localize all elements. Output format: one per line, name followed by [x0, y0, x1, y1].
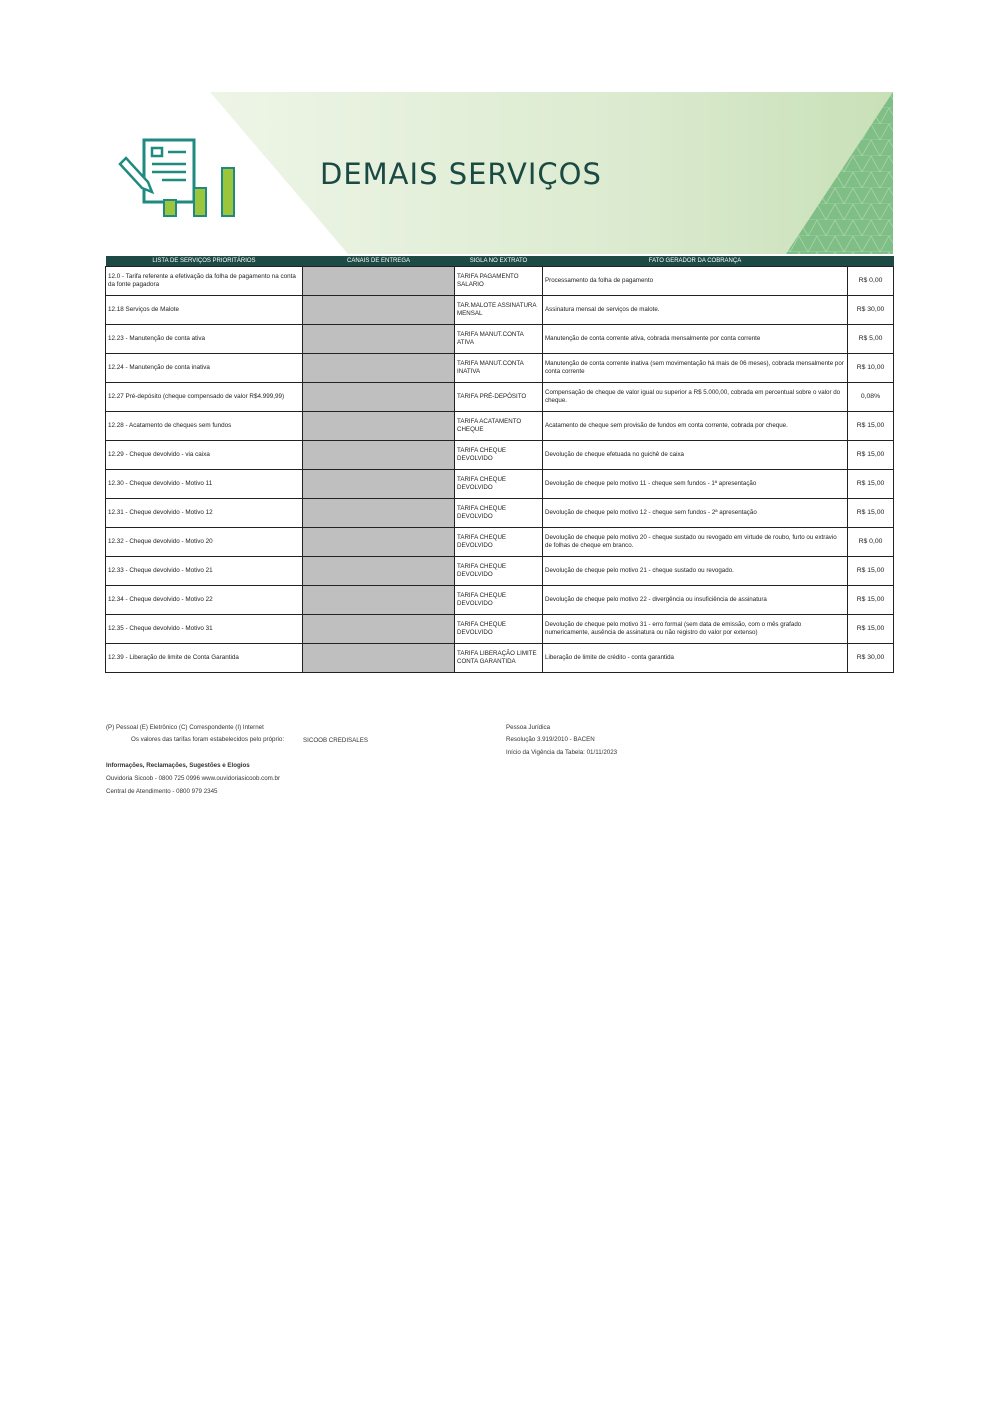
statement-code-cell: TARIFA PRÉ-DEPÓSITO — [455, 383, 543, 412]
charge-trigger-cell: Manutenção de conta corrente ativa, cobrada mensalmente por conta corrente — [543, 325, 848, 354]
tariff-value-cell: R$ 15,00 — [848, 470, 894, 499]
table-row — [106, 325, 894, 354]
service-name-cell: 12.28 - Acatamento de cheques sem fundos — [106, 412, 303, 441]
delivery-channel-cell — [303, 383, 455, 412]
service-name-cell: 12.31 - Cheque devolvido - Motivo 12 — [106, 499, 303, 528]
service-name-cell: 12.24 - Manutenção de conta inativa — [106, 354, 303, 383]
statement-code-cell: TARIFA CHEQUE DEVOLVIDO — [455, 528, 543, 557]
charge-trigger-cell: Devolução de cheque pelo motivo 12 - cheque sem fundos - 2ª apresentação — [543, 499, 848, 528]
resolution-reference: Resolução 3.919/2010 - BACEN — [506, 736, 595, 743]
table-row — [106, 296, 894, 325]
charge-trigger-cell: Devolução de cheque pelo motivo 31 - erro formal (sem data de emissão, com o mês grafado numericamente, ausência de assinatura ou não registro do valor por extenso) — [543, 615, 848, 644]
delivery-channel-cell — [303, 267, 455, 296]
charge-trigger-cell: Acatamento de cheque sem provisão de fundos em conta corrente, cobrada por cheque. — [543, 412, 848, 441]
statement-code-cell: TARIFA PAGAMENTO SALARIO — [455, 267, 543, 296]
service-name-cell: 12.30 - Cheque devolvido - Motivo 11 — [106, 470, 303, 499]
table-row — [106, 354, 894, 383]
delivery-channel-cell — [303, 615, 455, 644]
table-header-row — [106, 256, 894, 267]
contact-heading-text: Informações, Reclamações, Sugestões e Elogios — [106, 762, 250, 769]
tariff-value-cell: 0,08% — [848, 383, 894, 412]
document-chart-icon — [118, 130, 248, 220]
delivery-channel-cell — [303, 528, 455, 557]
charge-trigger-cell: Liberação de limite de crédito - conta garantida — [543, 644, 848, 673]
service-name-cell: 12.34 - Cheque devolvido - Motivo 22 — [106, 586, 303, 615]
service-name-cell: 12.32 - Cheque devolvido - Motivo 20 — [106, 528, 303, 557]
service-name-cell: 12.33 - Cheque devolvido - Motivo 21 — [106, 557, 303, 586]
service-name-cell: 12.27 Pré-depósito (cheque compensado de valor R$4.999,99) — [106, 383, 303, 412]
delivery-channel-cell — [303, 325, 455, 354]
ombudsman-contact: Ouvidoria Sicoob - 0800 725 0996 www.ouvidoriasicoob.com.br — [106, 775, 281, 782]
table-row — [106, 557, 894, 586]
table-row — [106, 499, 894, 528]
service-name-cell: 12.0 - Tarifa referente a efetivação da folha de pagamento na conta da fonte pagadora — [106, 267, 303, 296]
tariff-value-cell: R$ 15,00 — [848, 586, 894, 615]
column-header-fato: FATO GERADOR DA COBRANÇA — [543, 256, 848, 267]
table-row — [106, 644, 894, 673]
delivery-channel-cell — [303, 586, 455, 615]
statement-code-cell: TARIFA CHEQUE DEVOLVIDO — [455, 441, 543, 470]
tariff-value-cell: R$ 15,00 — [848, 441, 894, 470]
statement-code-cell: TARIFA CHEQUE DEVOLVIDO — [455, 557, 543, 586]
charge-trigger-cell: Devolução de cheque pelo motivo 21 - cheque sustado ou revogado. — [543, 557, 848, 586]
tariff-value-cell: R$ 15,00 — [848, 412, 894, 441]
tariff-value-cell: R$ 30,00 — [848, 644, 894, 673]
statement-code-cell: TARIFA CHEQUE DEVOLVIDO — [455, 499, 543, 528]
delivery-channel-cell — [303, 296, 455, 325]
table-row — [106, 615, 894, 644]
tariff-value-cell: R$ 10,00 — [848, 354, 894, 383]
charge-trigger-cell: Devolução de cheque pelo motivo 11 - cheque sem fundos - 1ª apresentação — [543, 470, 848, 499]
statement-code-cell: TARIFA CHEQUE DEVOLVIDO — [455, 470, 543, 499]
tariff-value-cell: R$ 15,00 — [848, 557, 894, 586]
tariff-value-cell: R$ 0,00 — [848, 267, 894, 296]
table-row — [106, 528, 894, 557]
service-name-cell: 12.23 - Manutenção de conta ativa — [106, 325, 303, 354]
charge-trigger-cell: Manutenção de conta corrente inativa (sem movimentação há mais de 06 meses), cobrada mensalmente por conta corrente — [543, 354, 848, 383]
statement-code-cell: TARIFA CHEQUE DEVOLVIDO — [455, 586, 543, 615]
statement-code-cell: TARIFA CHEQUE DEVOLVIDO — [455, 615, 543, 644]
column-header-canais: CANAIS DE ENTREGA — [303, 256, 455, 267]
tariff-value-cell: R$ 15,00 — [848, 499, 894, 528]
column-header-valor — [848, 256, 894, 267]
charge-trigger-cell: Processamento da folha de pagamento — [543, 267, 848, 296]
tariff-table — [105, 256, 894, 673]
statement-code-cell: TARIFA MANUT.CONTA INATIVA — [455, 354, 543, 383]
cooperative-name: SICOOB CREDISALES — [303, 737, 368, 744]
delivery-channel-cell — [303, 470, 455, 499]
statement-code-cell: TAR.MALOTE ASSINATURA MENSAL — [455, 296, 543, 325]
channel-legend: (P) Pessoal (E) Eletrônico (C) Correspondente (I) Internet — [106, 724, 264, 731]
statement-code-cell: TARIFA MANUT.CONTA ATIVA — [455, 325, 543, 354]
tariff-value-cell: R$ 0,00 — [848, 528, 894, 557]
statement-code-cell: TARIFA ACATAMENTO CHEQUE — [455, 412, 543, 441]
tariff-value-cell: R$ 30,00 — [848, 296, 894, 325]
table-row — [106, 470, 894, 499]
validity-date: Início da Vigência da Tabela: 01/11/2023 — [506, 749, 618, 756]
tariff-value-cell: R$ 5,00 — [848, 325, 894, 354]
charge-trigger-cell: Assinatura mensal de serviços de malote. — [543, 296, 848, 325]
statement-code-cell: TARIFA LIBERAÇÃO LIMITE CONTA GARANTIDA — [455, 644, 543, 673]
charge-trigger-cell: Compensação de cheque de valor igual ou superior a R$ 5.000,00, cobrada em percentual sobre o valor do cheque. — [543, 383, 848, 412]
table-row — [106, 383, 894, 412]
table-row — [106, 586, 894, 615]
column-header-lista: LISTA DE SERVIÇOS PRIORITÁRIOS — [106, 256, 303, 267]
delivery-channel-cell — [303, 644, 455, 673]
delivery-channel-cell — [303, 557, 455, 586]
service-name-cell: 12.18 Serviços de Malote — [106, 296, 303, 325]
tariff-value-cell: R$ 15,00 — [848, 615, 894, 644]
service-name-cell: 12.39 - Liberação de limite de Conta Garantida — [106, 644, 303, 673]
customer-type: Pessoa Jurídica — [506, 724, 551, 731]
delivery-channel-cell — [303, 412, 455, 441]
charge-trigger-cell: Devolução de cheque pelo motivo 22 - divergência ou insuficiência de assinatura — [543, 586, 848, 615]
delivery-channel-cell — [303, 441, 455, 470]
delivery-channel-cell — [303, 499, 455, 528]
charge-trigger-cell: Devolução de cheque pelo motivo 20 - cheque sustado ou revogado em virtude de roubo, furto ou extravio de folhas de cheque em branco. — [543, 528, 848, 557]
service-name-cell: 12.35 - Cheque devolvido - Motivo 31 — [106, 615, 303, 644]
page-title: DEMAIS SERVIÇOS — [320, 157, 602, 191]
table-row — [106, 267, 894, 296]
table-row — [106, 441, 894, 470]
column-header-sigla: SIGLA NO EXTRATO — [455, 256, 543, 267]
service-name-cell: 12.29 - Cheque devolvido - via caixa — [106, 441, 303, 470]
contact-heading — [106, 762, 250, 769]
service-center-contact: Central de Atendimento - 0800 979 2345 — [106, 788, 218, 795]
delivery-channel-cell — [303, 354, 455, 383]
tariff-origin-note: Os valores das tarifas foram estabelecidos pelo próprio: — [131, 736, 285, 743]
charge-trigger-cell: Devolução de cheque efetuada no guichê de caixa — [543, 441, 848, 470]
table-row — [106, 412, 894, 441]
